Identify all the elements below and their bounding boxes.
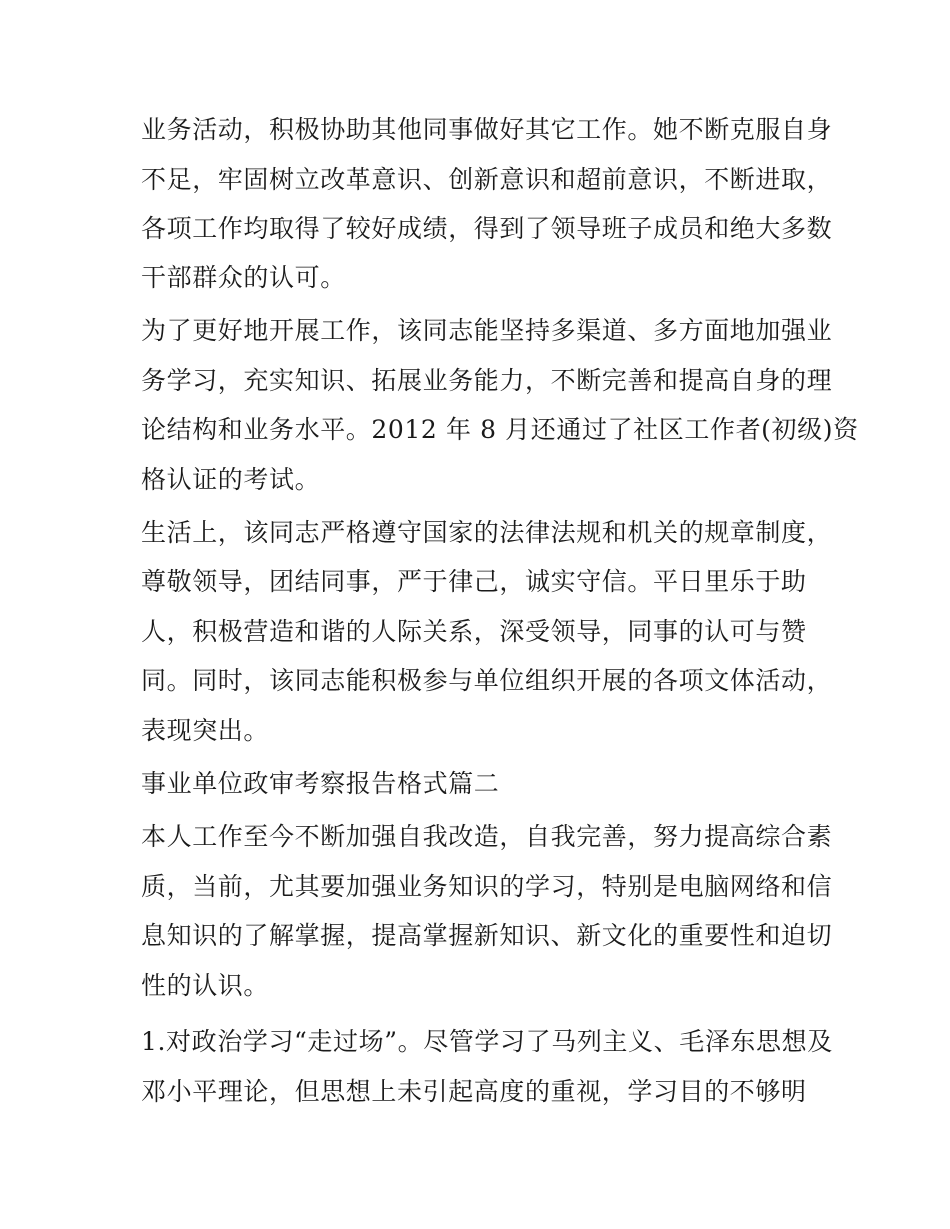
paragraph-2-line-3: 论结构和业务水平。2012 年 8 月还通过了社区工作者(初级)资 xyxy=(141,415,859,444)
paragraph-2-line-2: 务学习，充实知识、拓展业务能力，不断完善和提高自身的理 xyxy=(141,366,833,395)
paragraph-5-line-2: 邓小平理论，但思想上未引起高度的重视，学习目的不够明 xyxy=(141,1077,807,1106)
paragraph-1-line-3: 各项工作均取得了较好成绩，得到了领导班子成员和绝大多数 xyxy=(141,214,833,243)
paragraph-2-line-4: 格认证的考试。 xyxy=(141,465,321,494)
paragraph-5-line-1: 1.对政治学习“走过场”。尽管学习了马列主义、毛泽东思想及 xyxy=(141,1027,833,1056)
section-heading: 事业单位政审考察报告格式篇二 xyxy=(141,769,500,798)
paragraph-3-line-1: 生活上，该同志严格遵守国家的法律法规和机关的规章制度， xyxy=(141,518,833,547)
paragraph-2-line-1: 为了更好地开展工作，该同志能坚持多渠道、多方面地加强业 xyxy=(141,316,833,345)
paragraph-4-line-4: 性的认识。 xyxy=(141,971,270,1000)
paragraph-3-line-4: 同。同时，该同志能积极参与单位组织开展的各项文体活动， xyxy=(141,666,833,695)
paragraph-3-line-2: 尊敬领导，团结同事，严于律己，诚实守信。平日里乐于助 xyxy=(141,567,807,596)
paragraph-4-line-2: 质，当前，尤其要加强业务知识的学习，特别是电脑网络和信 xyxy=(141,872,833,901)
paragraph-4-line-1: 本人工作至今不断加强自我改造，自我完善，努力提高综合素 xyxy=(141,822,833,851)
paragraph-3-line-5: 表现突出。 xyxy=(141,716,270,745)
paragraph-1-line-1: 业务活动，积极协助其他同事做好其它工作。她不断克服自身 xyxy=(141,115,833,144)
paragraph-3-line-3: 人，积极营造和谐的人际关系，深受领导，同事的认可与赞 xyxy=(141,617,807,646)
paragraph-1-line-2: 不足，牢固树立改革意识、创新意识和超前意识，不断进取， xyxy=(141,165,833,194)
paragraph-4-line-3: 息知识的了解掌握，提高掌握新知识、新文化的重要性和迫切 xyxy=(141,921,833,950)
paragraph-1-line-4: 干部群众的认可。 xyxy=(141,263,346,292)
